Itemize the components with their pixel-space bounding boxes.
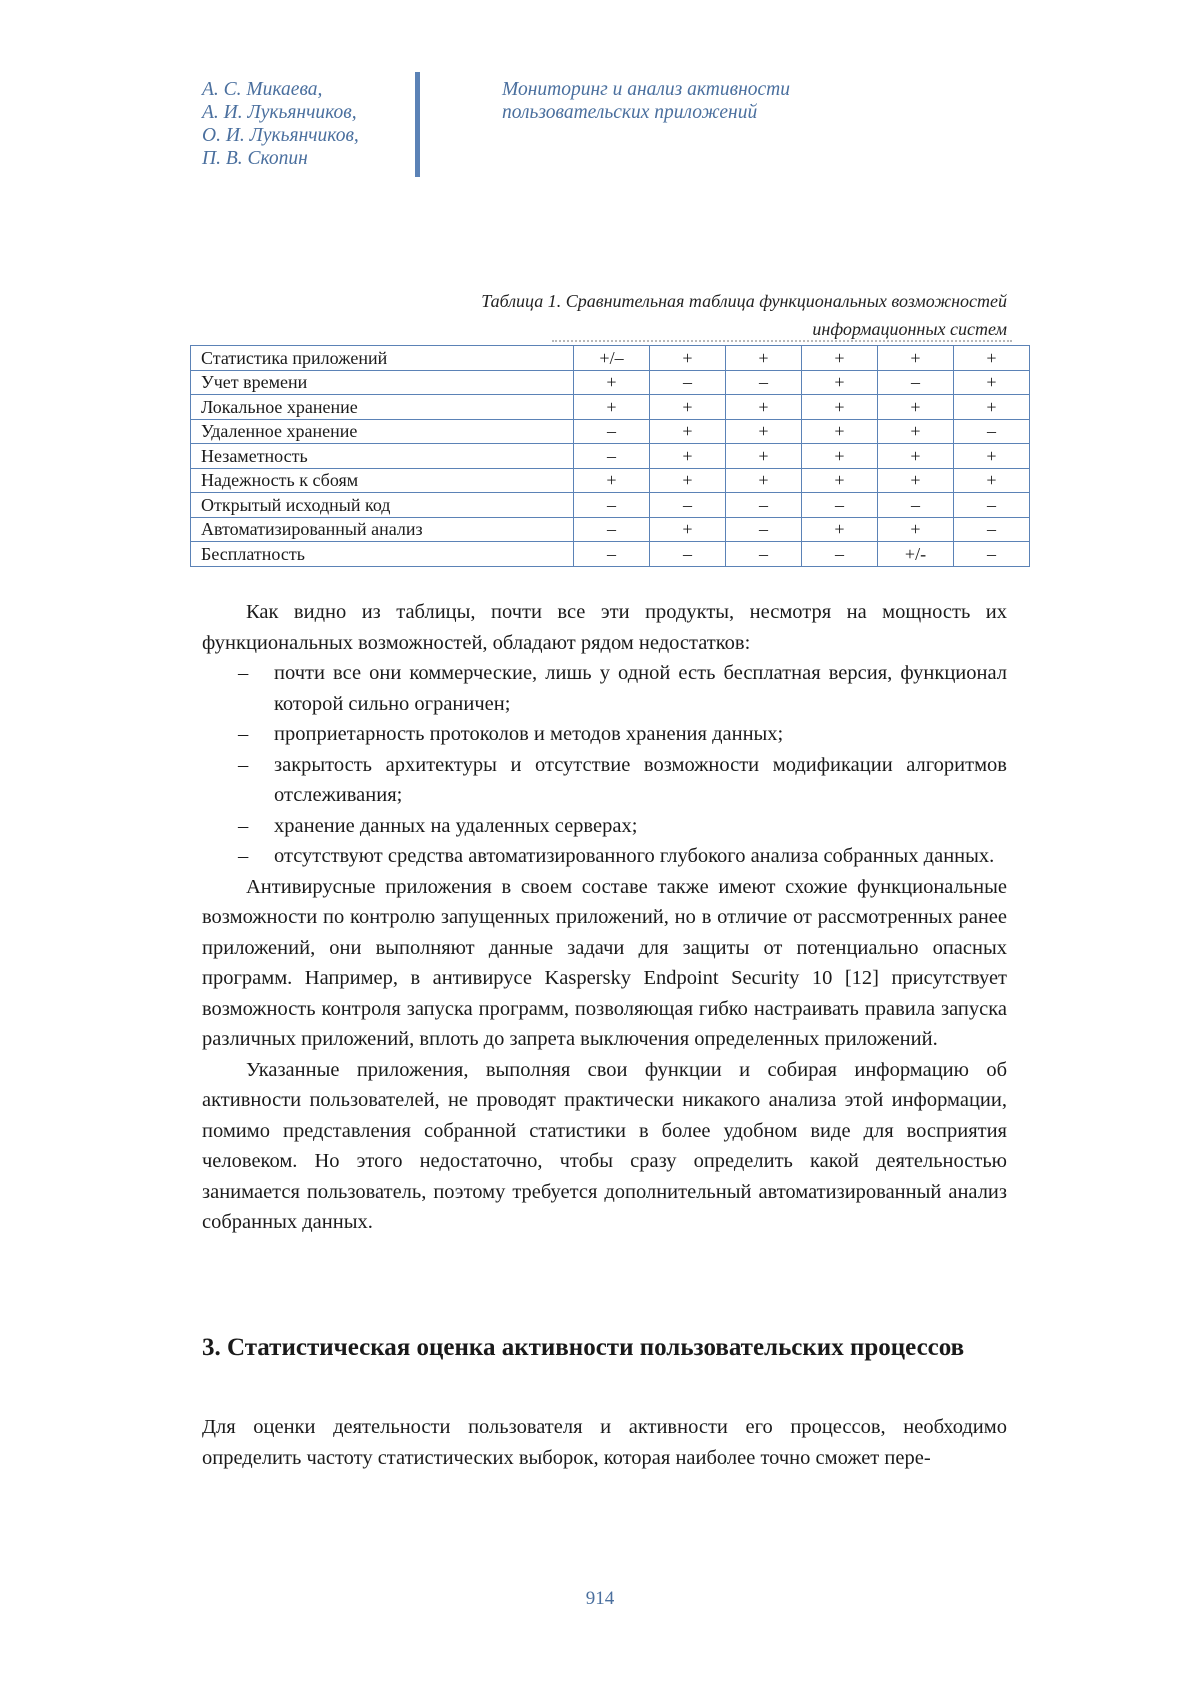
table-cell-value: +	[802, 370, 878, 395]
table-cell-value: –	[574, 517, 650, 542]
table-cell-value: –	[574, 419, 650, 444]
table-cell-value: –	[650, 370, 726, 395]
table-row	[191, 493, 1030, 518]
table-row	[191, 542, 1030, 567]
table-cell-value: –	[954, 419, 1030, 444]
table-cell-feature: Статистика приложений	[191, 346, 574, 371]
header-authors	[202, 78, 402, 170]
list-item-text: хранение данных на удаленных серверах;	[274, 814, 638, 837]
table-cell-value: –	[954, 517, 1030, 542]
table-cell-feature: Открытый исходный код	[191, 493, 574, 518]
table-cell-value: +	[954, 395, 1030, 420]
table-cell-value: +	[574, 395, 650, 420]
table-cell-value: +	[802, 346, 878, 371]
table-cell-value: +/–	[574, 346, 650, 371]
table-cell-value: +	[650, 346, 726, 371]
table-cell-value: +	[650, 395, 726, 420]
author-1: А. С. Микаева,	[202, 79, 323, 100]
table-cell-feature: Бесплатность	[191, 542, 574, 567]
comparison-table-body	[191, 346, 1030, 567]
table-cell-value: –	[954, 542, 1030, 567]
table-cell-value: –	[878, 370, 954, 395]
table-row	[191, 370, 1030, 395]
table-cell-value: +	[726, 444, 802, 469]
list-item-text: закрытость архитектуры и отсутствие возможности модификации алгоритмов отслеживания;	[274, 753, 1007, 806]
table-cell-value: +	[878, 444, 954, 469]
table-row	[191, 419, 1030, 444]
antivirus-paragraph: Антивирусные приложения в своем составе также имеют схожие функциональные возможности по контролю запущенных приложений, но в отличие от рассмотренных ранее приложений, они выполняют данные задачи для защиты от потенциально опасных программ. Например, в антивирусе Kaspersky Endpoint Security 10 [12] присутствует возможность контроля запуска программ, позволяющая гибко настраивать правила запуска различных приложений, вплоть до запрета выключения определенных приложений.	[202, 875, 1007, 1050]
table-cell-feature: Локальное хранение	[191, 395, 574, 420]
list-item	[202, 811, 1007, 842]
table-cell-value: +	[726, 346, 802, 371]
table-cell-value: –	[726, 517, 802, 542]
table-cell-value: +	[574, 468, 650, 493]
table-cell-value: –	[574, 493, 650, 518]
author-3: О. И. Лукьянчиков,	[202, 125, 359, 146]
table-caption-line-1: Таблица 1. Сравнительная таблица функциональных возможностей	[481, 291, 1007, 311]
table-cell-value: +	[650, 444, 726, 469]
table-row	[191, 395, 1030, 420]
header-article-title	[502, 78, 922, 124]
header-divider	[415, 72, 420, 177]
table-cell-value: +	[954, 346, 1030, 371]
list-item	[202, 658, 1007, 719]
table-cell-value: –	[726, 493, 802, 518]
table-cell-feature: Надежность к сбоям	[191, 468, 574, 493]
table-cell-value: +	[650, 419, 726, 444]
section-body	[202, 1412, 1007, 1473]
table-cell-value: –	[802, 542, 878, 567]
drawbacks-list	[202, 658, 1007, 872]
table-cell-value: +	[802, 419, 878, 444]
table-cell-value: +	[954, 444, 1030, 469]
bullet-dash: –	[238, 814, 249, 837]
table-row	[191, 346, 1030, 371]
author-4: П. В. Скопин	[202, 148, 308, 169]
section-paragraph: Для оценки деятельности пользователя и активности его процессов, необходимо определить частоту статистических выборок, которая наиболее точно сможет пере-	[202, 1416, 1007, 1469]
table-cell-feature: Автоматизированный анализ	[191, 517, 574, 542]
table-cell-value: +	[802, 517, 878, 542]
list-item	[202, 750, 1007, 811]
body-text	[202, 597, 1007, 1238]
table-cell-value: –	[878, 493, 954, 518]
table-cell-value: +	[726, 419, 802, 444]
list-item-text: отсутствуют средства автоматизированного глубокого анализа собранных данных.	[274, 845, 995, 867]
table-cell-value: +	[726, 395, 802, 420]
table-cell-value: +/-	[878, 542, 954, 567]
comparison-table	[190, 345, 1030, 567]
list-item-text: почти все они коммерческие, лишь у одной есть бесплатная версия, функционал которой сильно ограничен;	[274, 662, 1007, 715]
table-cell-value: +	[954, 468, 1030, 493]
table-cell-value: +	[878, 346, 954, 371]
table-cell-value: +	[802, 468, 878, 493]
page-number: 914	[585, 1588, 615, 1609]
table-cell-value: +	[802, 444, 878, 469]
table-cell-value: +	[650, 517, 726, 542]
table-cell-value: –	[650, 493, 726, 518]
table-caption-line-2: информационных систем	[812, 319, 1007, 339]
table-cell-value: +	[878, 468, 954, 493]
table-row	[191, 468, 1030, 493]
table-cell-value: +	[878, 419, 954, 444]
section-heading: 3. Статистическая оценка активности пользовательских процессов	[202, 1334, 965, 1361]
table-cell-value: –	[726, 370, 802, 395]
list-item	[202, 841, 1007, 872]
table-row	[191, 444, 1030, 469]
header-title-line-2: пользовательских приложений	[502, 102, 758, 123]
table-cell-value: –	[954, 493, 1030, 518]
bullet-dash: –	[238, 845, 249, 867]
table-cell-value: +	[802, 395, 878, 420]
table-cell-value: +	[650, 468, 726, 493]
bullet-dash: –	[238, 723, 249, 745]
table-cell-value: +	[726, 468, 802, 493]
table-cell-value: –	[726, 542, 802, 567]
table-row	[191, 517, 1030, 542]
table-cell-value: –	[574, 444, 650, 469]
table-cell-value: +	[954, 370, 1030, 395]
list-item-text: проприетарность протоколов и методов хранения данных;	[274, 723, 784, 745]
bullet-dash: –	[238, 662, 249, 684]
table-cell-value: +	[878, 395, 954, 420]
table-cell-feature: Незаметность	[191, 444, 574, 469]
table-cell-feature: Удаленное хранение	[191, 419, 574, 444]
intro-paragraph: Как видно из таблицы, почти все эти продукты, несмотря на мощность их функциональных возможностей, обладают рядом недостатков:	[202, 601, 1007, 654]
table-cell-value: –	[802, 493, 878, 518]
table-caption	[380, 287, 1007, 343]
author-2: А. И. Лукьянчиков,	[202, 102, 357, 123]
conclusion-paragraph: Указанные приложения, выполняя свои функции и собирая информацию об активности пользователей, не проводят практически никакого анализа этой информации, помимо представления собранной статистики в более удобном виде для восприятия человеком. Но этого недостаточно, чтобы сразу определить какой деятельностью занимается пользователь, поэтому требуется дополнительный автоматизированный анализ собранных данных.	[202, 1058, 1007, 1233]
table-cell-feature: Учет времени	[191, 370, 574, 395]
table-cell-value: –	[574, 542, 650, 567]
bullet-dash: –	[238, 753, 249, 776]
table-cell-value: +	[574, 370, 650, 395]
header-title-line-1: Мониторинг и анализ активности	[502, 79, 790, 100]
list-item	[202, 719, 1007, 750]
table-cell-value: –	[650, 542, 726, 567]
table-cell-value: +	[878, 517, 954, 542]
